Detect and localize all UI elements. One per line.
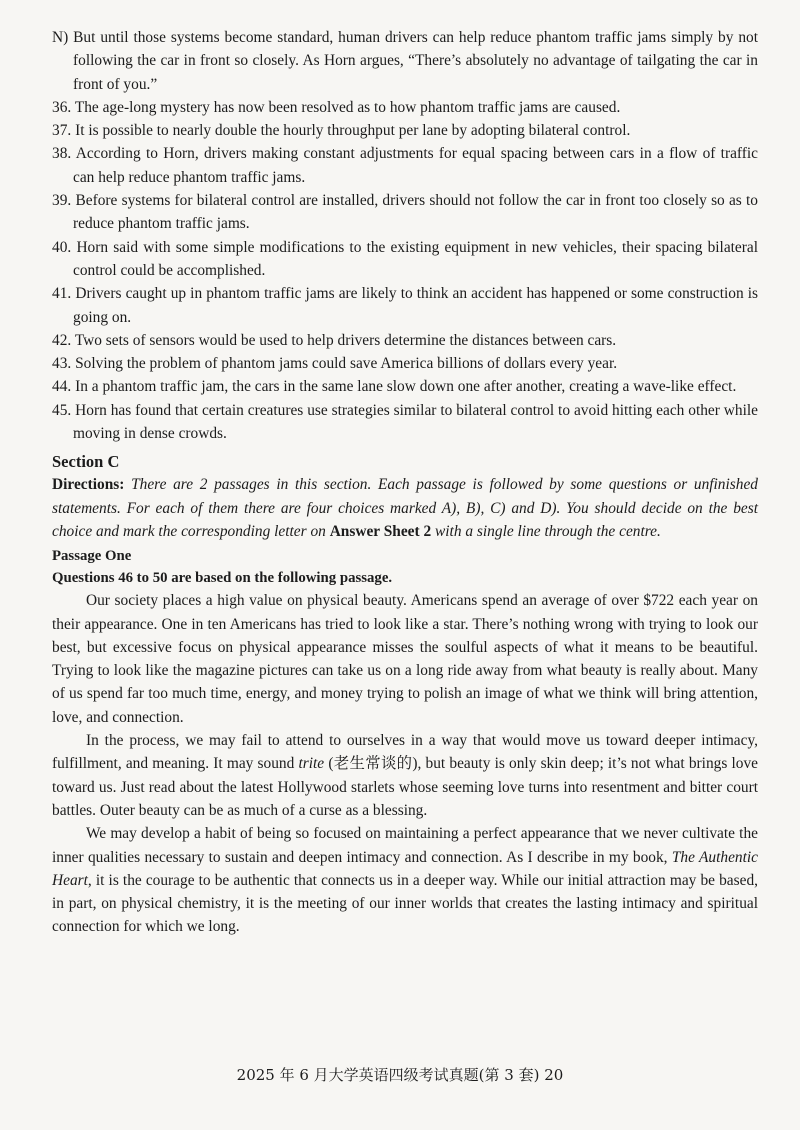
- statement-item: [52, 119, 758, 142]
- statement-text: Horn said with some simple modifications to the existing equipment in new vehicles, their spacing bilateral control could be accomplished.: [73, 238, 758, 279]
- statement-text: But until those systems become standard, human drivers can help reduce phantom traffic jams simply by not following the car in front so closely. As Horn argues, “There’s absolutely no advantage of tailgating the car in front of you.”: [73, 29, 758, 93]
- questions-range: Questions 46 to 50 are based on the following passage.: [52, 570, 393, 587]
- statement-item: [52, 142, 758, 189]
- passage-paragraph-1: Our society places a high value on physical beauty. Americans spend an average of over $722 each year on their appearance. One in ten Americans has tried to look like a star. There’s nothing wrong with trying to look our best, but excessive focus on physical appearance misses the soulful aspects of what it means to be beautiful. Trying to look like the magazine pictures can take us on a long ride away from what beauty is really about. Many of us spend far too much time, energy, and money trying to polish an image of what we think will bring attention, love, and connection.: [52, 592, 758, 726]
- statement-number: 39.: [52, 192, 72, 210]
- passage-paragraph-2: In the process, we may fail to attend to ourselves in a way that would move us toward deeper intimacy, fulfillment, and meaning. It may sound trite (老生常谈的), but beauty is only skin deep; it’s not what brings love toward us. Just read about the latest Hollywood starlets whose seeming love turns into resentment and bitter court battles. Outer beauty can be as much of a curse as a blessing.: [52, 732, 758, 819]
- directions: [52, 473, 758, 543]
- statement-text: According to Horn, drivers making constant adjustments for equal spacing between cars in a flow of traffic can help reduce phantom traffic jams.: [73, 145, 758, 186]
- statement-text: Two sets of sensors would be used to help drivers determine the distances between cars.: [74, 331, 617, 349]
- answer-sheet-label: Answer Sheet 2: [329, 522, 432, 540]
- statement-item: [52, 96, 758, 119]
- statement-item: [52, 236, 758, 283]
- statement-text: Drivers caught up in phantom traffic jams are likely to think an accident has happened or some construction is going on.: [73, 285, 758, 326]
- statement-number: 37.: [52, 122, 72, 140]
- page-footer: 2025 年 6 月大学英语四级考试真题(第 3 套) 20: [236, 1066, 564, 1084]
- statement-item: [52, 329, 758, 352]
- statement-number: 38.: [52, 145, 72, 163]
- statement-number: N): [52, 29, 69, 46]
- statement-item: [52, 352, 758, 375]
- directions-text-end: with a single line through the centre.: [431, 522, 661, 540]
- statement-number: 40.: [52, 238, 72, 256]
- statement-text: In a phantom traffic jam, the cars in the same lane slow down one after another, creating a wave-like effect.: [75, 378, 737, 396]
- page-content: [52, 26, 758, 939]
- statement-text: It is possible to nearly double the hourly throughput per lane by adopting bilateral control.: [75, 122, 631, 140]
- statement-text: Solving the problem of phantom jams could save America billions of dollars every year.: [75, 355, 618, 373]
- statement-number: 43.: [52, 355, 72, 373]
- statement-item: [52, 399, 758, 446]
- passage-paragraph-3: We may develop a habit of being so focused on maintaining a perfect appearance that we never cultivate the inner qualities necessary to sustain and deepen intimacy and connection. As I describe in my book, The Authentic Heart, it is the courage to be authentic that connects us in a deeper way. While our initial attraction may be based, in part, on physical chemistry, it is the meeting of our inner worlds that creates the lasting intimacy and spiritual connection for which we long.: [52, 825, 758, 936]
- statement-number: 36.: [52, 98, 72, 116]
- section-title: Section C: [52, 452, 120, 472]
- trite-word: trite: [298, 755, 325, 773]
- statement-item: [52, 26, 758, 96]
- statement-text: The age-long mystery has now been resolved as to how phantom traffic jams are caused.: [74, 98, 621, 116]
- statement-item: [52, 282, 758, 329]
- statement-text: Before systems for bilateral control are installed, drivers should not follow the car in front too closely so as to reduce phantom traffic jams.: [73, 192, 758, 233]
- statement-number: 42.: [52, 331, 72, 349]
- statement-item: [52, 189, 758, 236]
- passage-title: Passage One: [52, 548, 132, 565]
- statement-number: 44.: [52, 378, 72, 396]
- statement-number: 45.: [52, 401, 72, 419]
- statement-item: [52, 375, 758, 398]
- directions-text: There are 2 passages in this section. Each passage is followed by some questions or unfinished statements. For each of them there are four choices marked A), B), C) and D). You should decide on the best choice and mark the corresponding letter on: [52, 476, 758, 540]
- book-title: The Authentic Heart: [52, 848, 758, 889]
- statement-list: [52, 26, 758, 445]
- statement-text: Horn has found that certain creatures use strategies similar to bilateral control to avoid hitting each other while moving in dense crowds.: [73, 401, 758, 443]
- statement-number: 41.: [52, 285, 72, 303]
- directions-label: Directions:: [52, 476, 125, 494]
